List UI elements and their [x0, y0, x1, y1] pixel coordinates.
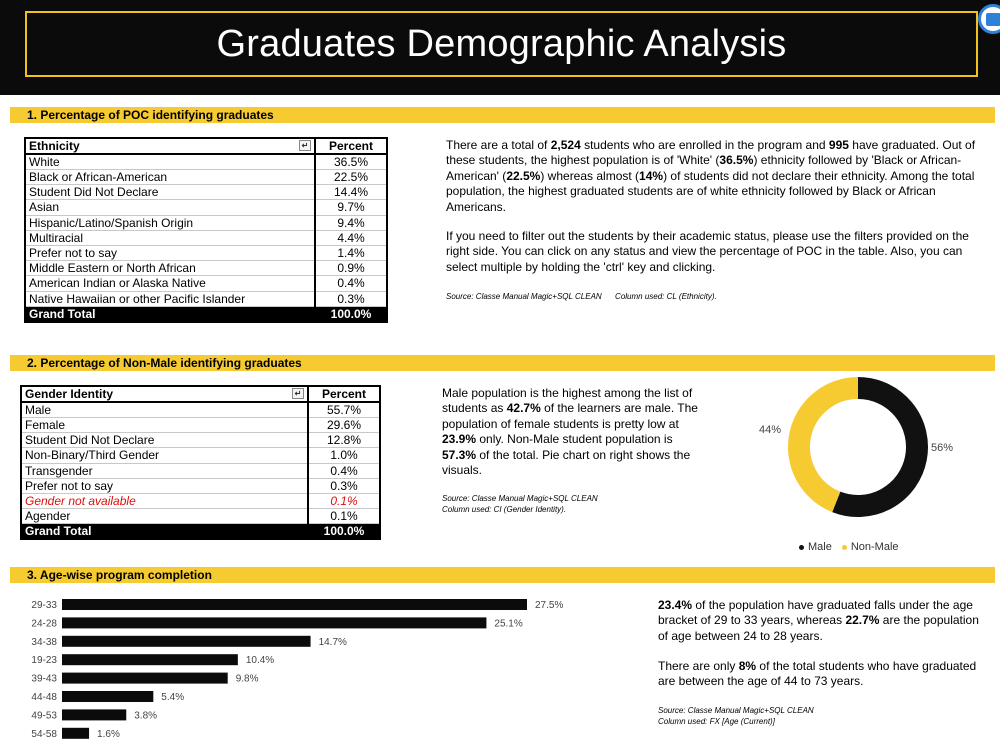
donut-legend: [799, 541, 899, 553]
row-label: Male: [21, 402, 308, 418]
row-value: 1.0%: [308, 448, 380, 463]
text-segment: Male population is the highest among the list of students as: [442, 386, 693, 416]
table-row: [25, 230, 387, 245]
filter-icon[interactable]: ↵: [292, 388, 304, 399]
grand-total-row: [25, 306, 387, 322]
donut-svg: [745, 372, 975, 562]
table-row: [25, 200, 387, 215]
bar-value-label: 9.8%: [235, 673, 259, 685]
row-label: Prefer not to say: [21, 478, 308, 493]
row-value: 55.7%: [308, 402, 380, 418]
text-segment: of the population have graduated falls under the age bracket of 29 to 33 years, whereas: [658, 598, 973, 628]
poc-summary-text: [446, 138, 976, 215]
table-row: [21, 402, 380, 418]
text-segment: of the total students who have graduated are between the age of 44 to 73 years.: [658, 659, 977, 689]
bar-34-38: [62, 636, 311, 647]
bar-value-label: 27.5%: [535, 600, 564, 611]
section-header-age: 3. Age-wise program completion: [10, 567, 995, 583]
text-segment: are the population of age between 24 to 28 years.: [658, 613, 979, 643]
bar-54-58: [62, 728, 89, 739]
total-label: Grand Total: [25, 306, 315, 322]
row-value: 0.9%: [315, 261, 387, 276]
text-segment: only. Non-Male student population is: [476, 432, 673, 447]
bar-category-label: 34-38: [31, 636, 57, 648]
row-value: 0.3%: [308, 478, 380, 493]
percent-header: Percent: [315, 138, 387, 154]
bar-44-48: [62, 691, 153, 702]
bar-category-label: 54-58: [31, 728, 57, 740]
table-row: [25, 276, 387, 291]
table-row: [25, 245, 387, 260]
row-label: Black or African-American: [25, 170, 315, 185]
age-bar-chart: [0, 590, 640, 750]
row-value: 0.1%: [308, 493, 380, 508]
text-segment: students who are enrolled in the program and: [580, 138, 829, 152]
row-value: 22.5%: [315, 170, 387, 185]
row-label: Student Did Not Declare: [25, 185, 315, 200]
row-value: 0.4%: [315, 276, 387, 291]
row-value: 0.1%: [308, 509, 380, 524]
section-header-poc: 1. Percentage of POC identifying graduates: [10, 107, 995, 123]
row-value: 9.4%: [315, 215, 387, 230]
bar-value-label: 5.4%: [161, 692, 185, 703]
row-label: Student Did Not Declare: [21, 433, 308, 448]
percent-header: Percent: [308, 386, 380, 402]
row-value: 1.4%: [315, 245, 387, 260]
row-value: 14.4%: [315, 185, 387, 200]
bar-category-label: 19-23: [31, 655, 57, 667]
row-label: Middle Eastern or North African: [25, 261, 315, 276]
highlight-value: 995: [828, 138, 849, 152]
table-row: [21, 493, 380, 508]
legend-item-nonmale: Non-Male: [842, 541, 899, 553]
table-row: [25, 170, 387, 185]
table-row: [21, 509, 380, 524]
bar-value-label: 3.8%: [134, 710, 158, 722]
bar-category-label: 29-33: [31, 600, 57, 611]
row-label: Transgender: [21, 463, 308, 478]
donut-slice-male: [836, 388, 917, 506]
highlight-value: 8%: [738, 659, 757, 673]
bar-category-label: 39-43: [31, 673, 57, 685]
text-segment: ) of students did not declare their ethnicity. Among the total population, the highest graduated students are of white ethnicity followed by Black or African Americans.: [446, 168, 975, 214]
gender-header: Gender Identity ↵: [21, 386, 308, 402]
poc-filter-text: If you need to filter out the students by their academic status, please use the filters provided on the right side. You can click on any status and view the percentage of POC in the table. Also, you can select multiple by holding the 'ctrl' key and clicking.: [446, 229, 969, 274]
donut-slice-non-male: [799, 388, 858, 502]
table-row: [25, 291, 387, 306]
table-row: [21, 418, 380, 433]
row-value: 36.5%: [315, 154, 387, 170]
bar-24-28: [62, 617, 486, 628]
donut-label-male: 56%: [931, 442, 954, 454]
row-value: 0.3%: [315, 291, 387, 306]
text-segment: There are only: [658, 659, 739, 673]
row-label: Female: [21, 418, 308, 433]
page-title: Graduates Demographic Analysis: [216, 22, 787, 65]
row-value: 12.8%: [308, 433, 380, 448]
text-segment: ) whereas almost (: [540, 168, 640, 183]
bar-value-label: 10.4%: [245, 655, 275, 667]
highlight-value: 57.3%: [442, 447, 477, 462]
bar-39-43: [62, 673, 228, 684]
highlight-value: 23.4%: [658, 598, 693, 612]
row-label: Agender: [21, 509, 308, 524]
text-segment: ) ethnicity followed by 'Black or African-American' (: [446, 153, 962, 183]
age-summary-text: [658, 598, 980, 644]
row-label: Asian: [25, 200, 315, 215]
gender-donut-chart: [745, 372, 975, 562]
age-range-text: [658, 659, 980, 690]
text-segment: of the learners are male. The population of female students is pretty low at: [442, 401, 698, 431]
table-row: [21, 463, 380, 478]
total-value: 100.0%: [315, 306, 387, 322]
highlight-value: 22.7%: [845, 613, 880, 628]
row-value: 9.7%: [315, 200, 387, 215]
table-row: [25, 215, 387, 230]
bar-19-23: [62, 654, 238, 665]
total-label: Grand Total: [21, 524, 308, 540]
age-source-note: Source: Classe Manual Magic+SQL CLEAN Column used: FX [Age (Current)]: [658, 706, 814, 726]
bar-category-label: 44-48: [31, 692, 57, 703]
bar-value-label: 25.1%: [494, 618, 523, 630]
row-label: Non-Binary/Third Gender: [21, 448, 308, 463]
translate-icon[interactable]: [978, 4, 1000, 34]
row-label: Gender not available: [21, 493, 308, 508]
highlight-value: 22.5%: [506, 168, 541, 183]
table-row: [21, 433, 380, 448]
section-header-gender: 2. Percentage of Non-Male identifying graduates: [10, 355, 995, 371]
table-row: [25, 261, 387, 276]
row-value: 4.4%: [315, 230, 387, 245]
highlight-value: 23.9%: [442, 432, 477, 447]
text-segment: of the total. Pie chart on right shows the visuals.: [442, 447, 691, 478]
row-label: Prefer not to say: [25, 245, 315, 260]
bar-29-33: [62, 599, 527, 610]
bar-49-53: [62, 709, 126, 720]
text-segment: There are a total of: [446, 138, 551, 152]
row-label: American Indian or Alaska Native: [25, 276, 315, 291]
table-row: [25, 185, 387, 200]
highlight-value: 42.7%: [506, 401, 541, 416]
row-label: Native Hawaiian or other Pacific Islander: [25, 291, 315, 306]
row-value: 29.6%: [308, 418, 380, 433]
bar-value-label: 1.6%: [97, 728, 120, 740]
legend-item-male: Male: [799, 541, 832, 553]
row-label: White: [25, 154, 315, 170]
bar-category-label: 24-28: [31, 618, 57, 630]
table-row: [25, 154, 387, 170]
gender-table: [20, 385, 381, 540]
bar-category-label: 49-53: [31, 710, 57, 722]
grand-total-row: [21, 524, 380, 540]
gender-source-note: Source: Classe Manual Magic+SQL CLEAN Column used: CI (Gender Identity).: [442, 494, 598, 514]
gender-summary-text: [442, 386, 704, 478]
donut-label-nonmale: 44%: [759, 424, 782, 436]
row-label: Hispanic/Latino/Spanish Origin: [25, 215, 315, 230]
highlight-value: 2,524: [550, 138, 581, 152]
row-label: Multiracial: [25, 230, 315, 245]
highlight-value: 36.5%: [719, 153, 754, 168]
highlight-value: 14%: [639, 168, 664, 183]
bar-value-label: 14.7%: [318, 636, 347, 648]
title-frame: [25, 11, 978, 77]
table-row: [21, 448, 380, 463]
ethnicity-header: Ethnicity ↵: [25, 138, 315, 154]
table-row: [21, 478, 380, 493]
text-segment: have graduated. Out of these students, the highest population is of 'White' (: [446, 138, 976, 168]
ethnicity-table: [24, 137, 388, 323]
poc-source-note: Source: Classe Manual Magic+SQL CLEAN Column used: CL (Ethnicity).: [446, 292, 717, 301]
row-value: 0.4%: [308, 463, 380, 478]
filter-icon[interactable]: ↵: [299, 140, 311, 151]
total-value: 100.0%: [308, 524, 380, 540]
